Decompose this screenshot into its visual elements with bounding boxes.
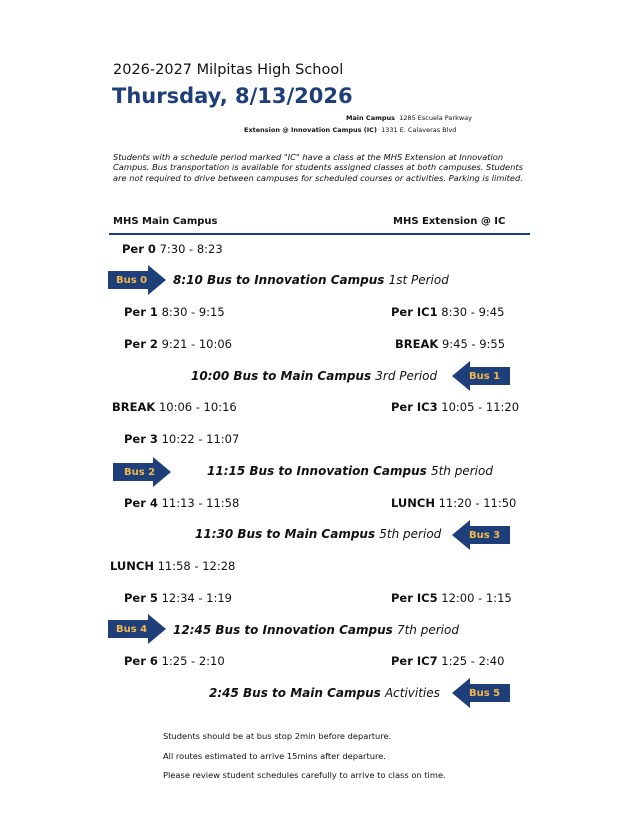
address-label: Extension @ Innovation Campus (IC) — [244, 126, 377, 134]
bus-5-route — [209, 686, 440, 700]
period-time: 12:34 - 1:19 — [161, 591, 232, 605]
period-time: 11:13 - 11:58 — [161, 496, 240, 510]
bus-route-text: 12:45 Bus to Innovation Campus — [173, 623, 393, 637]
period-break-ic — [395, 337, 505, 351]
period-lunch-main — [110, 559, 235, 573]
bus-destination: 5th period — [379, 527, 442, 541]
period-time: 12:00 - 1:15 — [441, 591, 512, 605]
campus-note: Students with a schedule period marked "IC" have a class at the MHS Extension at Innovation Campus. Bus transportation is available for students assigned classes at both campuses. Students are not required to drive between campuses for scheduled courses or activities. Parking is limited. — [113, 152, 523, 183]
period-time: 1:25 - 2:40 — [441, 654, 505, 668]
school-year-subtitle: 2026-2027 Milpitas High School — [113, 62, 344, 78]
footer-note-3: Please review student schedules carefully to arrive to class on time. — [163, 770, 446, 780]
address-label: Main Campus — [345, 114, 396, 122]
period-name: Per 1 — [124, 305, 158, 319]
bus-label: Bus 5 — [469, 687, 501, 699]
bus-destination: 5th period — [430, 464, 493, 478]
period-name: Per IC5 — [391, 591, 438, 605]
period-time: 10:06 - 10:16 — [158, 400, 237, 414]
period-name: LUNCH — [391, 496, 435, 510]
period-name: Per 6 — [124, 654, 158, 668]
address-value: 1285 Escuela Parkway — [399, 114, 472, 122]
period-per-ic3 — [391, 400, 519, 414]
period-per-3 — [124, 432, 239, 446]
period-time: 9:45 - 9:55 — [441, 337, 506, 351]
period-per-1 — [124, 305, 225, 319]
bus-2-route — [207, 464, 493, 478]
period-per-2 — [124, 337, 232, 351]
column-header-ic: MHS Extension @ IC — [393, 216, 506, 227]
period-name: Per 0 — [122, 242, 156, 256]
period-per-5 — [124, 591, 232, 605]
bus-4-route — [173, 623, 459, 637]
bus-3-route — [195, 527, 441, 541]
period-name: Per 5 — [124, 591, 158, 605]
main-campus-address — [346, 114, 472, 122]
footer-note-1: Students should be at bus stop 2min before departure. — [163, 731, 392, 741]
period-name: Per IC7 — [391, 654, 438, 668]
period-time: 10:22 - 11:07 — [161, 432, 240, 446]
period-name: Per 2 — [124, 337, 158, 351]
footer-note-2: All routes estimated to arrive 15mins after departure. — [163, 751, 386, 761]
bus-1-arrow-icon — [452, 361, 510, 391]
period-name: LUNCH — [110, 559, 154, 573]
bus-destination: 1st Period — [388, 273, 449, 287]
bus-0-arrow-icon — [108, 265, 166, 295]
period-time: 7:30 - 8:23 — [159, 242, 223, 256]
period-name: Per IC3 — [391, 400, 438, 414]
bus-4-arrow-icon — [108, 614, 166, 644]
period-break-main — [112, 400, 237, 414]
bus-route-text: 8:10 Bus to Innovation Campus — [173, 273, 385, 287]
period-per-6 — [124, 654, 225, 668]
period-time: 10:05 - 11:20 — [441, 400, 520, 414]
bus-5-arrow-icon — [452, 678, 510, 708]
period-time: 1:25 - 2:10 — [161, 654, 225, 668]
period-name: BREAK — [112, 400, 156, 414]
bus-label: Bus 1 — [469, 370, 501, 382]
period-lunch-ic — [391, 496, 516, 510]
period-name: BREAK — [395, 337, 439, 351]
header-divider — [109, 233, 530, 235]
period-per-4 — [124, 496, 239, 510]
bus-route-text: 2:45 Bus to Main Campus — [209, 686, 381, 700]
bus-route-text: 11:15 Bus to Innovation Campus — [207, 464, 427, 478]
bus-route-text: 10:00 Bus to Main Campus — [191, 369, 372, 383]
period-time: 8:30 - 9:45 — [441, 305, 505, 319]
bus-label: Bus 2 — [124, 466, 156, 478]
period-per-0 — [122, 242, 223, 256]
page-title: Thursday, 8/13/2026 — [112, 84, 353, 108]
bus-3-arrow-icon — [452, 520, 510, 550]
bus-label: Bus 4 — [116, 623, 148, 635]
bus-1-route — [191, 369, 437, 383]
bus-destination: Activities — [384, 686, 440, 700]
period-per-ic7 — [391, 654, 504, 668]
bus-2-arrow-icon — [113, 457, 171, 487]
period-time: 9:21 - 10:06 — [161, 337, 232, 351]
period-per-ic5 — [391, 591, 512, 605]
period-name: Per 3 — [124, 432, 158, 446]
bus-route-text: 11:30 Bus to Main Campus — [195, 527, 376, 541]
period-time: 11:20 - 11:50 — [438, 496, 517, 510]
period-time: 8:30 - 9:15 — [161, 305, 225, 319]
period-time: 11:58 - 12:28 — [157, 559, 236, 573]
column-header-main: MHS Main Campus — [113, 216, 218, 227]
bus-label: Bus 3 — [469, 529, 501, 541]
period-per-ic1 — [391, 305, 504, 319]
address-value: 1331 E. Calaveras Blvd — [381, 126, 457, 134]
bus-destination: 3rd Period — [375, 369, 438, 383]
bus-0-route — [173, 273, 449, 287]
bus-destination: 7th period — [396, 623, 459, 637]
bus-label: Bus 0 — [116, 274, 148, 286]
ic-campus-address — [244, 126, 456, 134]
period-name: Per IC1 — [391, 305, 438, 319]
period-name: Per 4 — [124, 496, 158, 510]
